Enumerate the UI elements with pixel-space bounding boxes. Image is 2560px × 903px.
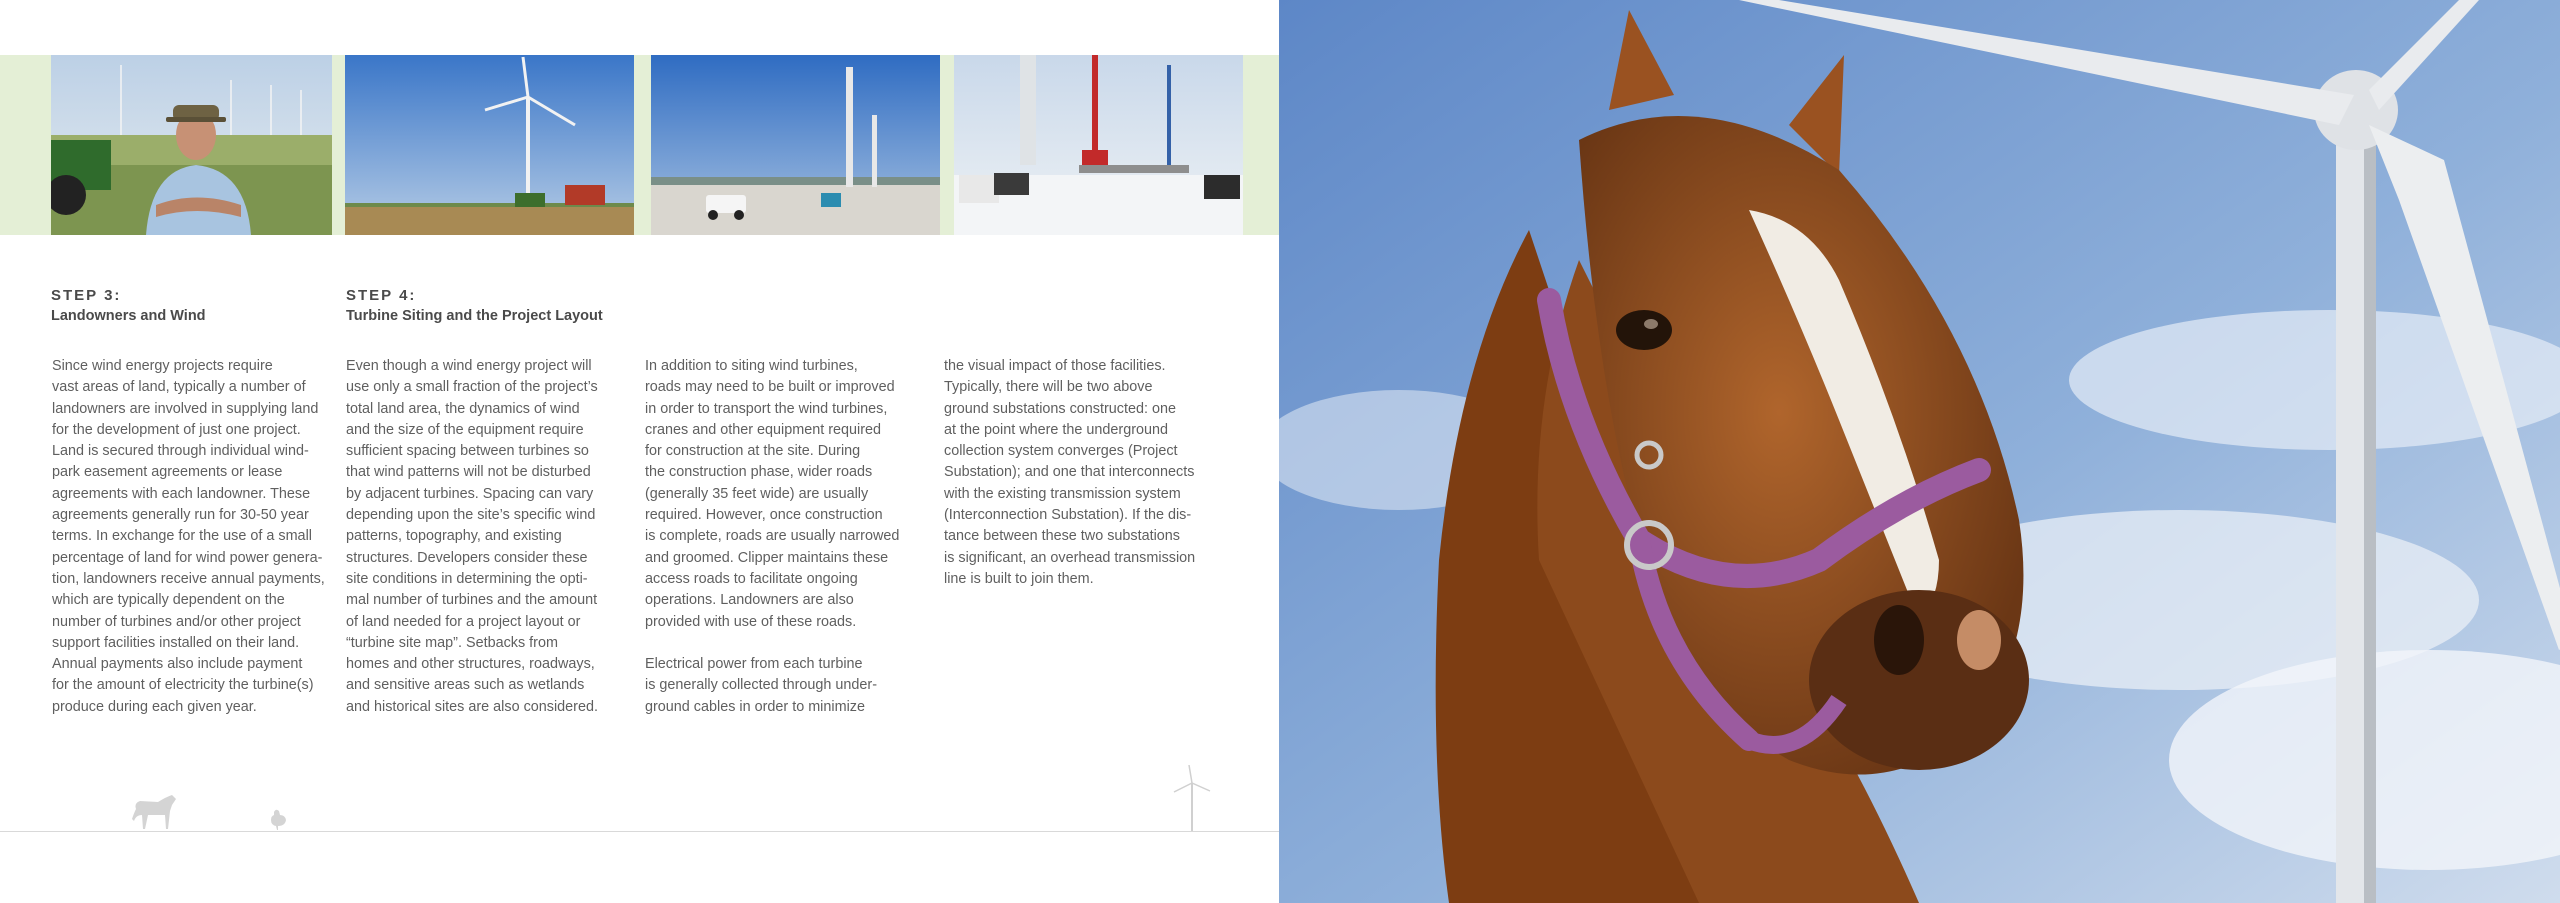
step4-column-1: Even though a wind energy project will use only a small fraction of the project’s total land area, the dynamics of wind and the size of the equipment require sufficient spacing between turbines so that wind patterns will not be disturbed by adjacent turbines. Spacing can vary depending upon the site’s specific wind patterns, topography, and existing structures. Developers consider these site conditions in determining the opti- mal number of turbines and the amount of land needed for a project layout or “turbine site map”. Setbacks from homes and other structures, roadways, and sensitive areas such as wetlands and historical sites are also considered. [346, 358, 598, 715]
chicken-silhouette-icon [268, 808, 288, 830]
step3-body: Since wind energy projects require vast areas of land, typically a number of landowners are involved in supplying land for the development of just one project. Land is secured through individual wind- park easement agreements or lease agreements with each landowner. These agreements generally run for 30-50 year terms. In exchange for the use of a small percentage of land for wind power genera- tion, landowners receive annual payments, which are typically dependent on the number of turbines and/or other project support facilities installed on their land. Annual payments also include payment for the amount of electricity the turbine(s) produce during each given year. [52, 358, 325, 715]
step3-number: STEP 3: [51, 287, 122, 304]
step4-title: Turbine Siting and the Project Layout [346, 308, 603, 324]
step4-column-3: the visual impact of those facilities. Typically, there will be two above ground substations constructed: one at the point where the underground collection system converges (Project Substation); and one that interconnects with the existing transmission system (Interconnection Substation). If the dis- tance between these two substations is significant, an overhead transmission line is built to join them. [944, 358, 1196, 587]
step3-heading [51, 285, 206, 327]
horse-silhouette-icon [128, 793, 180, 831]
snowy-crane-site-photo [954, 55, 1243, 235]
step4-column-2: In addition to siting wind turbines, roads may need to be built or improved in order to transport the wind turbines, cranes and other equipment required for construction at the site. During the construction phase, wider roads (generally 35 feet wide) are usually required. However, once construction is complete, roads are usually narrowed and groomed. Clipper maintains these access roads to facilitate ongoing operations. Landowners are also provided with use of these roads. Electrical power from each turbine is generally collected through under- ground cables in order to minimize [645, 358, 900, 715]
wind-turbine-field-photo [345, 55, 634, 235]
construction-site-photo [651, 55, 940, 235]
left-page [0, 0, 1279, 903]
footer-divider [0, 831, 1279, 832]
wind-turbine-silhouette-icon [1170, 765, 1214, 831]
step3-title: Landowners and Wind [51, 308, 206, 324]
step4-number: STEP 4: [346, 287, 417, 304]
step4-heading [346, 285, 603, 327]
horse-and-turbine-photo [1279, 0, 2560, 903]
farmer-photo [51, 55, 332, 235]
